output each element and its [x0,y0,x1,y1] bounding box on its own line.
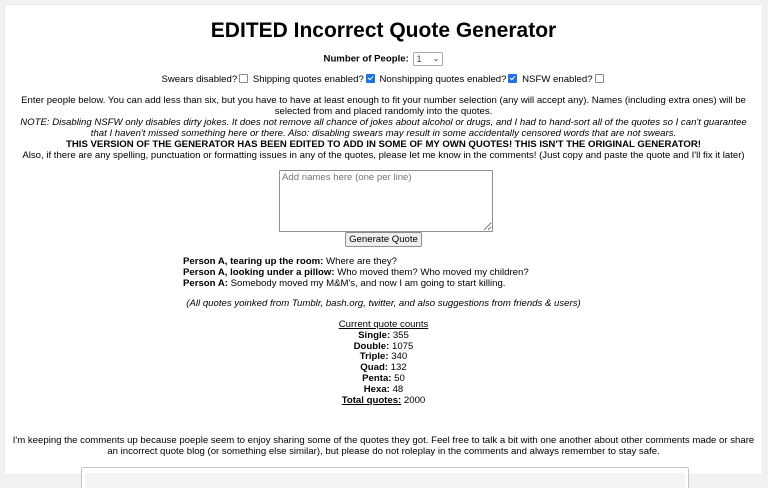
count-value: 340 [391,351,408,363]
people-count-select[interactable] [413,52,443,66]
quote-text: Who moved them? Who moved my children? [337,267,529,278]
quote-speaker: Person A, looking under a pillow: [183,267,335,278]
nonshipping-enabled-checkbox[interactable] [508,74,517,83]
quote-text: Somebody moved my M&M's, and now I am going to start killing. [230,278,506,289]
quote-text: Where are they? [326,256,397,267]
swears-label: Swears disabled? [161,74,238,85]
comments-input-area[interactable] [85,473,685,488]
count-label: Single: [358,329,391,341]
shipping-label: Shipping quotes enabled? [252,74,364,85]
edited-notice: THIS VERSION OF THE GENERATOR HAS BEEN EDITED TO ADD IN SOME OF MY OWN QUOTES! THIS ISN'T THE ORIGINAL GENERATOR! [66,139,701,150]
quote-line [183,256,529,267]
count-value: 355 [392,329,409,341]
people-count-row [5,52,762,67]
nsfw-label: NSFW enabled? [522,74,593,85]
shipping-enabled-checkbox[interactable] [366,74,375,83]
chevron-down-icon: ⌄ [432,54,440,63]
comments-note: I'm keeping the comments up because poeple seem to enjoy sharing some of the quotes they got. Feel free to talk a bit with one another about other comments made or share an incorrect quote blog (or something else similar), but please do not roleplay in the comments and always remember to stay safe. [12,435,755,457]
count-label: Quad: [360,362,389,374]
count-value: 1075 [392,340,414,352]
instructions [13,95,754,161]
comments-section[interactable] [81,467,689,488]
page-title: EDITED Incorrect Quote Generator [210,19,557,42]
people-count-value: 1 [416,54,422,64]
count-value: 132 [390,362,407,374]
generated-quote [183,256,529,289]
swears-disabled-checkbox[interactable] [239,74,248,83]
main-panel [5,5,762,474]
count-label: Double: [353,340,390,352]
quote-speaker: Person A: [183,278,228,289]
sources-note: (All quotes yoinked from Tumblr, bash.org, twitter, and also suggestions from friends & users) [186,298,581,309]
count-label: Penta: [362,372,392,384]
total-row [5,396,762,407]
count-label: Triple: [359,351,389,363]
nsfw-enabled-checkbox[interactable] [595,74,604,83]
quote-speaker: Person A, tearing up the room: [183,256,324,267]
intro-text: Enter people below. You can add less than six, but you have to have at least enough to fit your number selection (any will accept any). Names (including extra ones) will be selected from and placed randomly into the quotes. [21,95,746,117]
generate-quote-button[interactable]: Generate Quote [345,232,422,247]
count-value: 50 [394,372,405,384]
total-value: 2000 [403,394,426,406]
quote-counts [5,320,762,406]
feedback-text: Also, if there are any spelling, punctuation or formatting issues in any of the quotes, please let me know in the comments! (Just copy and paste the quote and I'll fix it later) [22,150,745,161]
options-row [5,73,762,87]
count-value: 48 [392,383,404,395]
counts-header: Current quote counts [338,319,429,330]
people-count-label: Number of People: [323,53,409,65]
nonshipping-label: Nonshipping quotes enabled? [379,74,507,85]
nsfw-note: NOTE: Disabling NSFW only disables dirty jokes. It does not remove all chance of jokes about alcohol or drugs, and I had to hand-sort all of the quotes so I can't guarantee that I haven't missed something here or there. Also: disabling swears may result in some accidentally censored words that are not swears. [20,117,747,139]
total-label: Total quotes: [341,394,402,406]
quote-line [183,267,529,278]
quote-line [183,278,529,289]
names-input[interactable] [279,170,493,232]
count-label: Hexa: [363,383,390,395]
